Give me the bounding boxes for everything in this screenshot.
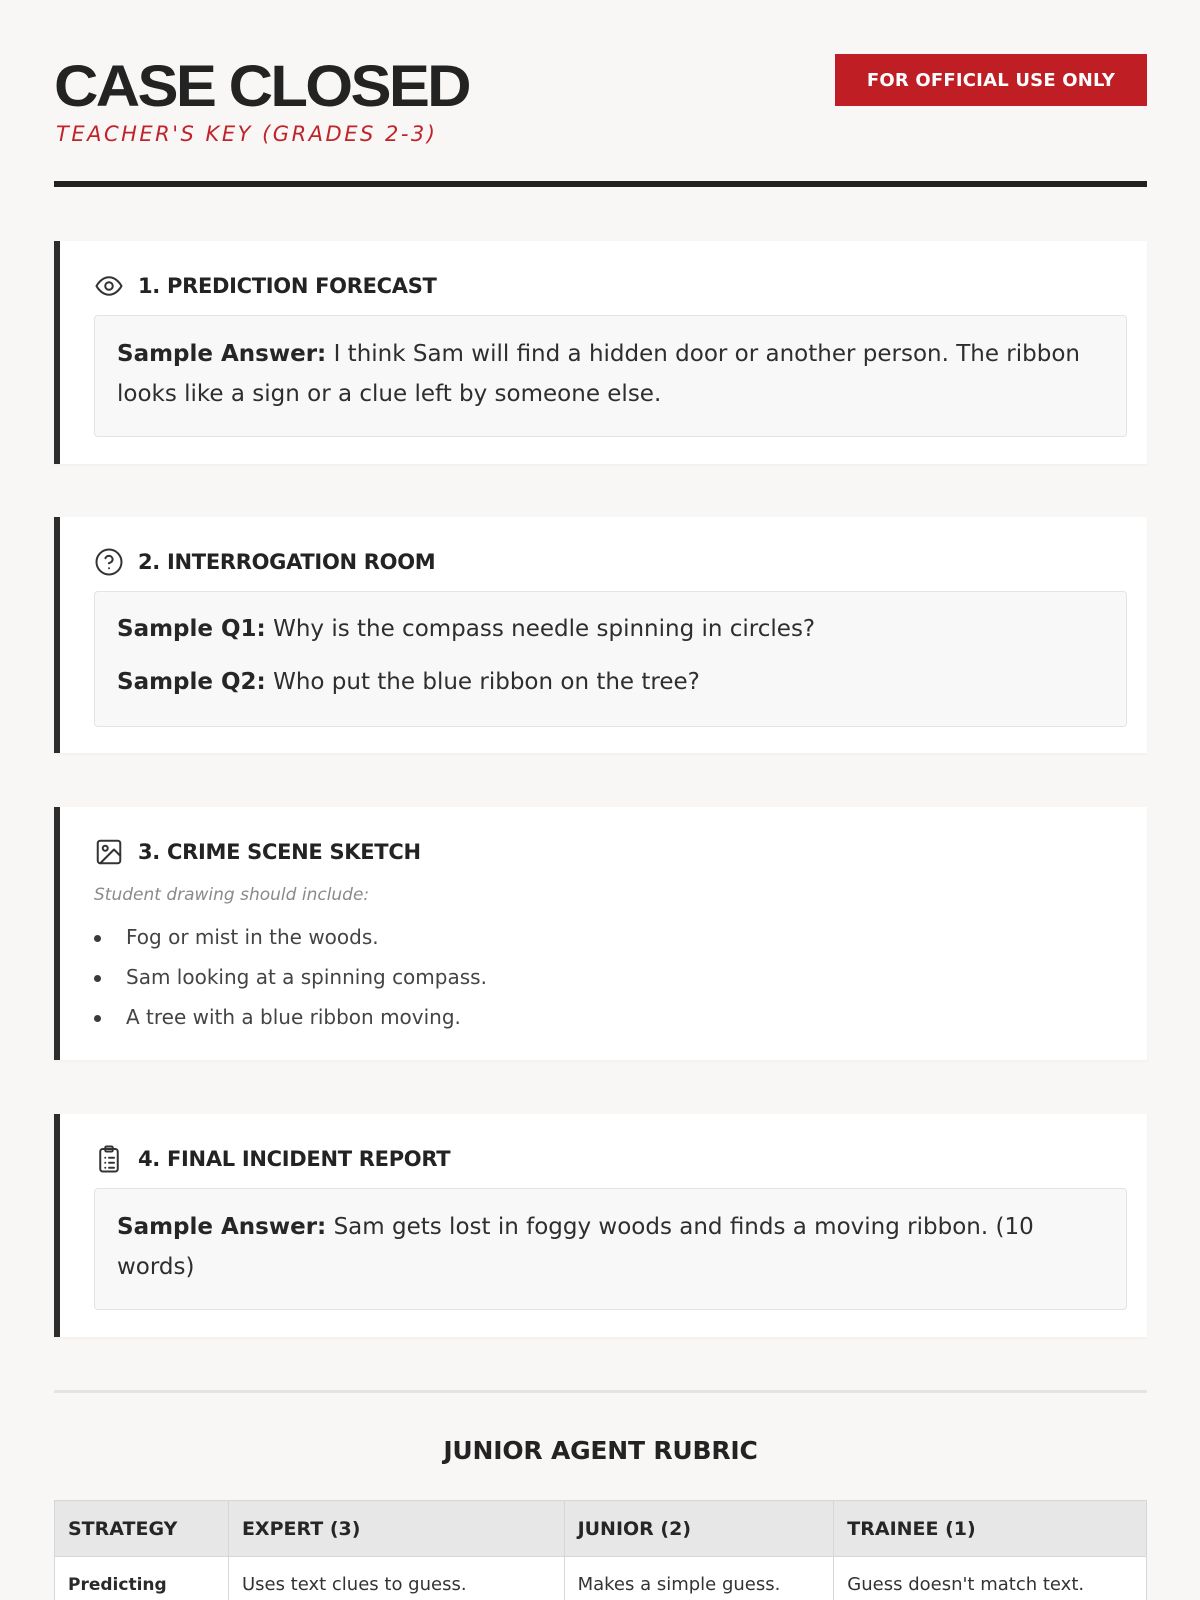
sample-question-1 [117,609,1104,649]
list-item: Fog or mist in the woods. [94,917,487,957]
section-final-incident-report [54,1114,1147,1337]
column-header: TRAINEE (1) [834,1501,1147,1557]
section-title: 1. PREDICTION FORECAST [138,274,437,298]
table-cell: Guess doesn't match text. [834,1557,1147,1600]
list-item: Sam looking at a spinning compass. [94,957,487,997]
rubric-table [54,1500,1147,1600]
answer-label: Sample Answer: [117,341,327,367]
question-label: Sample Q1: [117,616,266,642]
section-crime-scene-sketch [54,807,1147,1060]
section-title: 3. CRIME SCENE SKETCH [138,840,421,864]
question-circle-icon [94,547,124,577]
answer-label: Sample Answer: [117,1214,327,1240]
column-header: EXPERT (3) [228,1501,564,1557]
section-title: 2. INTERROGATION ROOM [138,550,436,574]
drawing-checklist [94,917,487,1037]
page-title: CASE CLOSED [54,54,469,119]
page-subtitle: TEACHER'S KEY (GRADES 2-3) [56,122,438,146]
table-cell: Uses text clues to guess. [228,1557,564,1600]
section-header [94,271,437,301]
answer-text: Sam gets lost in foggy woods and finds a moving ribbon. (10 words) [117,1214,1034,1280]
section-header [94,1144,450,1174]
official-use-badge: FOR OFFICIAL USE ONLY [835,54,1147,106]
page-header [54,0,1147,190]
column-header: STRATEGY [55,1501,229,1557]
rubric-divider [54,1390,1147,1393]
section-header [94,547,435,577]
question-text: Who put the blue ribbon on the tree? [273,669,700,695]
drawing-note: Student drawing should include: [94,885,370,905]
sample-answer-box [94,315,1127,437]
table-cell: Makes a simple guess. [564,1557,834,1600]
teacher-key-page [54,0,1147,1595]
question-label: Sample Q2: [117,669,266,695]
section-interrogation-room [54,517,1147,753]
rubric-title: JUNIOR AGENT RUBRIC [443,1436,758,1465]
image-icon [94,837,124,867]
column-header: JUNIOR (2) [564,1501,834,1557]
table-row [55,1557,1147,1600]
answer-text: I think Sam will find a hidden door or another person. The ribbon looks like a sign or a clue left by someone else. [117,341,1080,407]
section-prediction-forecast [54,241,1147,464]
table-header-row [55,1501,1147,1557]
sample-answer-box [94,1188,1127,1310]
clipboard-list-icon [94,1144,124,1174]
section-title: 4. FINAL INCIDENT REPORT [138,1147,451,1171]
header-divider [54,181,1147,187]
section-header [94,837,421,867]
strategy-cell: Predicting [55,1557,229,1600]
sample-questions-box [94,591,1127,727]
sample-question-2 [117,662,1104,702]
eye-icon [94,271,124,301]
list-item: A tree with a blue ribbon moving. [94,997,487,1037]
question-text: Why is the compass needle spinning in circles? [273,616,816,642]
